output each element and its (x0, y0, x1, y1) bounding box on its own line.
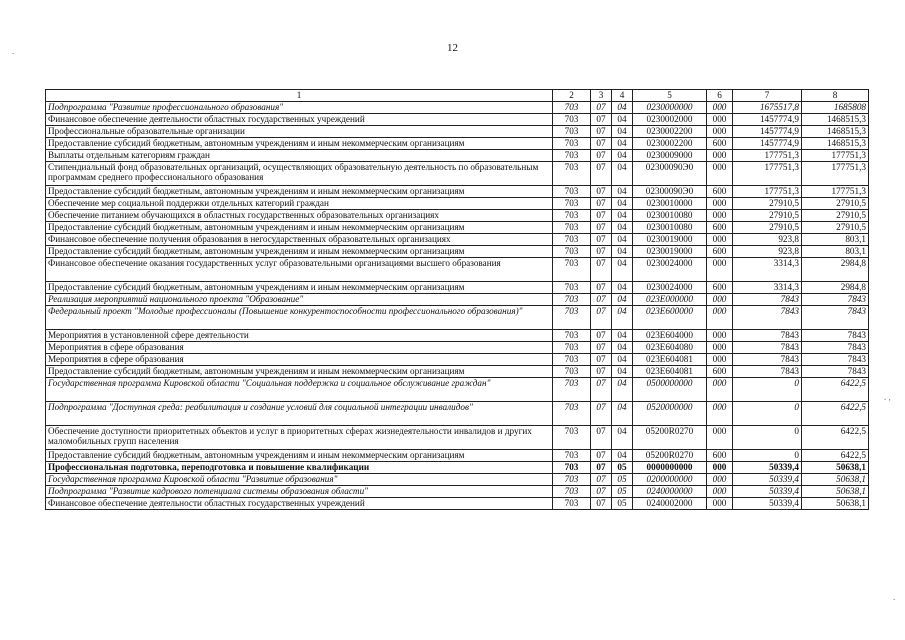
row-subsection-code: 05 (612, 497, 633, 509)
table-row (46, 461, 869, 473)
table-row (46, 149, 869, 161)
row-name: Предоставление субсидий бюджетным, автономным учреждениям и иным некоммерческим организациям (46, 221, 553, 233)
row-amount-year1: 27910,5 (733, 221, 802, 233)
row-subsection-code: 04 (612, 257, 633, 281)
row-ministry-code: 703 (553, 461, 591, 473)
row-subsection-code: 04 (612, 341, 633, 353)
table-row (46, 257, 869, 281)
row-target-article: 05200R0270 (633, 449, 707, 461)
column-header: 8 (802, 90, 869, 102)
row-amount-year1: 50339,4 (733, 473, 802, 485)
table-row (46, 221, 869, 233)
row-amount-year1: 0 (733, 377, 802, 401)
row-amount-year1: 50339,4 (733, 461, 802, 473)
row-section-code: 07 (591, 473, 612, 485)
row-expense-type: 000 (707, 113, 733, 125)
row-ministry-code: 703 (553, 281, 591, 293)
row-amount-year1: 0 (733, 401, 802, 425)
row-amount-year2: 803,1 (802, 245, 869, 257)
row-expense-type: 600 (707, 449, 733, 461)
row-target-article: 023Е604000 (633, 329, 707, 341)
table-row (46, 161, 869, 185)
row-section-code: 07 (591, 281, 612, 293)
row-expense-type: 000 (707, 197, 733, 209)
table-row (46, 377, 869, 401)
row-expense-type: 000 (707, 329, 733, 341)
row-section-code: 07 (591, 401, 612, 425)
row-target-article: 0230002200 (633, 137, 707, 149)
row-target-article: 0230002000 (633, 113, 707, 125)
row-amount-year2: 803,1 (802, 233, 869, 245)
row-name: Предоставление субсидий бюджетным, автономным учреждениям и иным некоммерческим организациям (46, 137, 553, 149)
row-section-code: 07 (591, 293, 612, 305)
row-name: Подпрограмма "Доступная среда: реабилитация и создание условий для социальной интеграции инвалидов" (46, 401, 553, 425)
table-row (46, 185, 869, 197)
row-name: Выплаты отдельным категориям граждан (46, 149, 553, 161)
row-name: Предоставление субсидий бюджетным, автономным учреждениям и иным некоммерческим организациям (46, 185, 553, 197)
row-ministry-code: 703 (553, 365, 591, 377)
row-amount-year1: 177751,3 (733, 185, 802, 197)
row-section-code: 07 (591, 449, 612, 461)
row-subsection-code: 04 (612, 209, 633, 221)
row-section-code: 07 (591, 377, 612, 401)
row-target-article: 02300090Э0 (633, 185, 707, 197)
row-subsection-code: 05 (612, 485, 633, 497)
row-expense-type: 000 (707, 233, 733, 245)
row-amount-year2: 7843 (802, 341, 869, 353)
row-name: Финансовое обеспечение деятельности областных государственных учреждений (46, 497, 553, 509)
row-name: Финансовое обеспечение деятельности областных государственных учреждений (46, 113, 553, 125)
row-expense-type: 000 (707, 257, 733, 281)
row-target-article: 0230010000 (633, 197, 707, 209)
row-amount-year1: 1675517,8 (733, 101, 802, 113)
row-target-article: 0230010080 (633, 221, 707, 233)
row-subsection-code: 04 (612, 245, 633, 257)
table-row (46, 197, 869, 209)
row-ministry-code: 703 (553, 137, 591, 149)
row-expense-type: 000 (707, 497, 733, 509)
row-amount-year2: 1468515,3 (802, 137, 869, 149)
row-name: Мероприятия в сфере образования (46, 341, 553, 353)
table-row (46, 497, 869, 509)
row-amount-year2: 7843 (802, 329, 869, 341)
table-row (46, 425, 869, 449)
row-expense-type: 000 (707, 341, 733, 353)
row-subsection-code: 04 (612, 449, 633, 461)
row-expense-type: 000 (707, 293, 733, 305)
row-section-code: 07 (591, 329, 612, 341)
row-name: Профессиональная подготовка, переподготовка и повышение квалификации (46, 461, 553, 473)
row-amount-year2: 2984,8 (802, 257, 869, 281)
row-amount-year2: 27910,5 (802, 221, 869, 233)
row-name: Мероприятия в сфере образования (46, 353, 553, 365)
row-section-code: 07 (591, 185, 612, 197)
row-amount-year2: 1468515,3 (802, 113, 869, 125)
row-amount-year2: 177751,3 (802, 161, 869, 185)
row-amount-year1: 7843 (733, 329, 802, 341)
row-ministry-code: 703 (553, 233, 591, 245)
row-subsection-code: 04 (612, 197, 633, 209)
table-row (46, 485, 869, 497)
row-target-article: 0520000000 (633, 401, 707, 425)
budget-table (45, 89, 869, 510)
row-expense-type: 000 (707, 485, 733, 497)
row-amount-year2: 6422,5 (802, 401, 869, 425)
row-amount-year1: 7843 (733, 293, 802, 305)
row-ministry-code: 703 (553, 245, 591, 257)
scan-speck: . (893, 592, 896, 602)
row-name: Предоставление субсидий бюджетным, автономным учреждениям и иным некоммерческим организациям (46, 449, 553, 461)
column-header: 2 (553, 90, 591, 102)
row-section-code: 07 (591, 425, 612, 449)
row-amount-year1: 923,8 (733, 233, 802, 245)
row-expense-type: 000 (707, 377, 733, 401)
row-target-article: 0230009000 (633, 149, 707, 161)
row-amount-year1: 27910,5 (733, 209, 802, 221)
row-ministry-code: 703 (553, 101, 591, 113)
row-subsection-code: 04 (612, 185, 633, 197)
row-section-code: 07 (591, 197, 612, 209)
row-name: Реализация мероприятий национального проекта "Образование" (46, 293, 553, 305)
row-ministry-code: 703 (553, 329, 591, 341)
row-subsection-code: 05 (612, 473, 633, 485)
row-name: Предоставление субсидий бюджетным, автономным учреждениям и иным некоммерческим организациям (46, 365, 553, 377)
row-ministry-code: 703 (553, 305, 591, 329)
row-section-code: 07 (591, 233, 612, 245)
row-section-code: 07 (591, 125, 612, 137)
row-expense-type: 000 (707, 461, 733, 473)
row-expense-type: 600 (707, 281, 733, 293)
row-name: Обеспечение питанием обучающихся в областных государственных образовательных организациях (46, 209, 553, 221)
row-ministry-code: 703 (553, 197, 591, 209)
row-subsection-code: 04 (612, 365, 633, 377)
row-ministry-code: 703 (553, 485, 591, 497)
row-amount-year2: 50638,1 (802, 485, 869, 497)
row-ministry-code: 703 (553, 161, 591, 185)
row-name: Подпрограмма "Развитие профессионального образования" (46, 101, 553, 113)
row-name: Мероприятия в установленной сфере деятельности (46, 329, 553, 341)
row-amount-year2: 50638,1 (802, 461, 869, 473)
row-name: Предоставление субсидий бюджетным, автономным учреждениям и иным некоммерческим организациям (46, 245, 553, 257)
row-ministry-code: 703 (553, 221, 591, 233)
row-ministry-code: 703 (553, 353, 591, 365)
row-target-article: 0240002000 (633, 497, 707, 509)
row-target-article: 023Е604081 (633, 353, 707, 365)
row-target-article: 0230019000 (633, 233, 707, 245)
table-row (46, 341, 869, 353)
row-amount-year2: 50638,1 (802, 497, 869, 509)
row-target-article: 023Е000000 (633, 293, 707, 305)
row-expense-type: 600 (707, 137, 733, 149)
row-expense-type: 000 (707, 425, 733, 449)
row-expense-type: 600 (707, 245, 733, 257)
row-name: Государственная программа Кировской области "Социальная поддержка и социальное обслуживание граждан" (46, 377, 553, 401)
row-section-code: 07 (591, 101, 612, 113)
row-expense-type: 000 (707, 125, 733, 137)
row-amount-year1: 177751,3 (733, 149, 802, 161)
row-section-code: 07 (591, 365, 612, 377)
row-amount-year2: 27910,5 (802, 209, 869, 221)
table-row (46, 401, 869, 425)
row-section-code: 07 (591, 137, 612, 149)
table-row (46, 137, 869, 149)
row-ministry-code: 703 (553, 341, 591, 353)
row-amount-year1: 0 (733, 449, 802, 461)
row-subsection-code: 04 (612, 293, 633, 305)
row-target-article: 023Е600000 (633, 305, 707, 329)
row-section-code: 07 (591, 461, 612, 473)
row-amount-year2: 7843 (802, 305, 869, 329)
row-amount-year2: 7843 (802, 293, 869, 305)
row-expense-type: 000 (707, 149, 733, 161)
row-amount-year1: 1457774,9 (733, 137, 802, 149)
row-target-article: 05200R0270 (633, 425, 707, 449)
column-header: 5 (633, 90, 707, 102)
row-amount-year1: 27910,5 (733, 197, 802, 209)
column-header: 4 (612, 90, 633, 102)
row-expense-type: 000 (707, 353, 733, 365)
row-expense-type: 000 (707, 473, 733, 485)
row-section-code: 07 (591, 245, 612, 257)
row-target-article: 0200000000 (633, 473, 707, 485)
table-row (46, 449, 869, 461)
row-target-article: 0230024000 (633, 257, 707, 281)
column-header: 7 (733, 90, 802, 102)
row-amount-year1: 177751,3 (733, 161, 802, 185)
column-header: 6 (707, 90, 733, 102)
row-ministry-code: 703 (553, 125, 591, 137)
table-row (46, 113, 869, 125)
row-expense-type: 000 (707, 161, 733, 185)
row-subsection-code: 04 (612, 305, 633, 329)
table-body (46, 101, 869, 509)
row-target-article: 0230024000 (633, 281, 707, 293)
row-amount-year1: 1457774,9 (733, 113, 802, 125)
row-name: Финансовое обеспечение получения образования в негосударственных образовательных организациях (46, 233, 553, 245)
row-subsection-code: 04 (612, 149, 633, 161)
row-ministry-code: 703 (553, 401, 591, 425)
row-amount-year2: 2984,8 (802, 281, 869, 293)
table-row (46, 305, 869, 329)
row-ministry-code: 703 (553, 377, 591, 401)
row-subsection-code: 04 (612, 125, 633, 137)
row-name: Предоставление субсидий бюджетным, автономным учреждениям и иным некоммерческим организациям (46, 281, 553, 293)
row-name: Подпрограмма "Развитие кадрового потенциала системы образования области" (46, 485, 553, 497)
row-name: Профессиональные образовательные организации (46, 125, 553, 137)
row-amount-year1: 3314,3 (733, 281, 802, 293)
row-amount-year2: 7843 (802, 365, 869, 377)
row-target-article: 0230000000 (633, 101, 707, 113)
row-target-article: 0230019000 (633, 245, 707, 257)
table-row (46, 233, 869, 245)
row-section-code: 07 (591, 353, 612, 365)
row-amount-year1: 7843 (733, 353, 802, 365)
scan-speck: . (12, 46, 15, 56)
row-section-code: 07 (591, 221, 612, 233)
row-amount-year2: 6422,5 (802, 449, 869, 461)
table-row (46, 125, 869, 137)
row-section-code: 07 (591, 497, 612, 509)
table-row (46, 293, 869, 305)
row-section-code: 07 (591, 305, 612, 329)
row-section-code: 07 (591, 209, 612, 221)
row-target-article: 0240000000 (633, 485, 707, 497)
row-amount-year2: 1685808 (802, 101, 869, 113)
row-expense-type: 000 (707, 401, 733, 425)
row-ministry-code: 703 (553, 113, 591, 125)
row-amount-year2: 177751,3 (802, 149, 869, 161)
row-subsection-code: 04 (612, 425, 633, 449)
row-target-article: 023Е604080 (633, 341, 707, 353)
row-ministry-code: 703 (553, 293, 591, 305)
row-amount-year2: 6422,5 (802, 425, 869, 449)
row-amount-year1: 923,8 (733, 245, 802, 257)
row-amount-year2: 7843 (802, 353, 869, 365)
row-subsection-code: 04 (612, 137, 633, 149)
row-ministry-code: 703 (553, 209, 591, 221)
row-ministry-code: 703 (553, 149, 591, 161)
row-amount-year1: 7843 (733, 365, 802, 377)
row-expense-type: 600 (707, 185, 733, 197)
row-expense-type: 600 (707, 221, 733, 233)
row-subsection-code: 04 (612, 281, 633, 293)
row-subsection-code: 04 (612, 233, 633, 245)
row-target-article: 0230010080 (633, 209, 707, 221)
table-header-row (46, 90, 869, 102)
row-section-code: 07 (591, 161, 612, 185)
row-target-article: 0500000000 (633, 377, 707, 401)
row-amount-year2: 27910,5 (802, 197, 869, 209)
row-subsection-code: 04 (612, 401, 633, 425)
row-subsection-code: 04 (612, 377, 633, 401)
row-expense-type: 000 (707, 209, 733, 221)
row-expense-type: 000 (707, 101, 733, 113)
column-header: 1 (46, 90, 553, 102)
row-subsection-code: 04 (612, 113, 633, 125)
row-amount-year1: 1457774,9 (733, 125, 802, 137)
row-amount-year1: 50339,4 (733, 485, 802, 497)
row-name: Государственная программа Кировской области "Развитие образования" (46, 473, 553, 485)
table-row (46, 245, 869, 257)
row-subsection-code: 04 (612, 353, 633, 365)
row-subsection-code: 04 (612, 329, 633, 341)
scan-speck: . , (884, 392, 891, 402)
row-name: Обеспечение мер социальной поддержки отдельных категорий граждан (46, 197, 553, 209)
row-section-code: 07 (591, 113, 612, 125)
row-name: Обеспечение доступности приоритетных объектов и услуг в приоритетных сферах жизнедеятельности инвалидов и других маломобильных групп населения (46, 425, 553, 449)
row-ministry-code: 703 (553, 425, 591, 449)
row-name: Финансовое обеспечение оказания государственных услуг образовательными организациями высшего образования (46, 257, 553, 281)
row-ministry-code: 703 (553, 497, 591, 509)
row-section-code: 07 (591, 341, 612, 353)
row-amount-year2: 50638,1 (802, 473, 869, 485)
page-number: 12 (447, 42, 458, 54)
row-name: Федеральный проект "Молодые профессионалы (Повышение конкурентоспособности профессионального образования)" (46, 305, 553, 329)
row-amount-year1: 50339,4 (733, 497, 802, 509)
row-ministry-code: 703 (553, 257, 591, 281)
row-target-article: 02300090Э0 (633, 161, 707, 185)
row-expense-type: 000 (707, 305, 733, 329)
row-subsection-code: 04 (612, 101, 633, 113)
row-section-code: 07 (591, 257, 612, 281)
row-section-code: 07 (591, 149, 612, 161)
row-subsection-code: 04 (612, 221, 633, 233)
row-ministry-code: 703 (553, 449, 591, 461)
table-row (46, 101, 869, 113)
row-amount-year2: 6422,5 (802, 377, 869, 401)
row-target-article: 023Е604081 (633, 365, 707, 377)
column-header: 3 (591, 90, 612, 102)
row-target-article: 0230002200 (633, 125, 707, 137)
row-amount-year2: 1468515,3 (802, 125, 869, 137)
row-expense-type: 600 (707, 365, 733, 377)
table-row (46, 353, 869, 365)
row-section-code: 07 (591, 485, 612, 497)
row-ministry-code: 703 (553, 473, 591, 485)
row-amount-year1: 7843 (733, 341, 802, 353)
table-row (46, 209, 869, 221)
table-row (46, 473, 869, 485)
row-amount-year1: 3314,3 (733, 257, 802, 281)
row-subsection-code: 04 (612, 161, 633, 185)
row-target-article: 0000000000 (633, 461, 707, 473)
row-name: Стипендиальный фонд образовательных организаций, осуществляющих образовательную деятельность по образовательным программам среднего профессионального образования (46, 161, 553, 185)
table-row (46, 281, 869, 293)
row-amount-year1: 0 (733, 425, 802, 449)
row-subsection-code: 05 (612, 461, 633, 473)
row-amount-year2: 177751,3 (802, 185, 869, 197)
table-row (46, 365, 869, 377)
table-row (46, 329, 869, 341)
row-amount-year1: 7843 (733, 305, 802, 329)
row-ministry-code: 703 (553, 185, 591, 197)
